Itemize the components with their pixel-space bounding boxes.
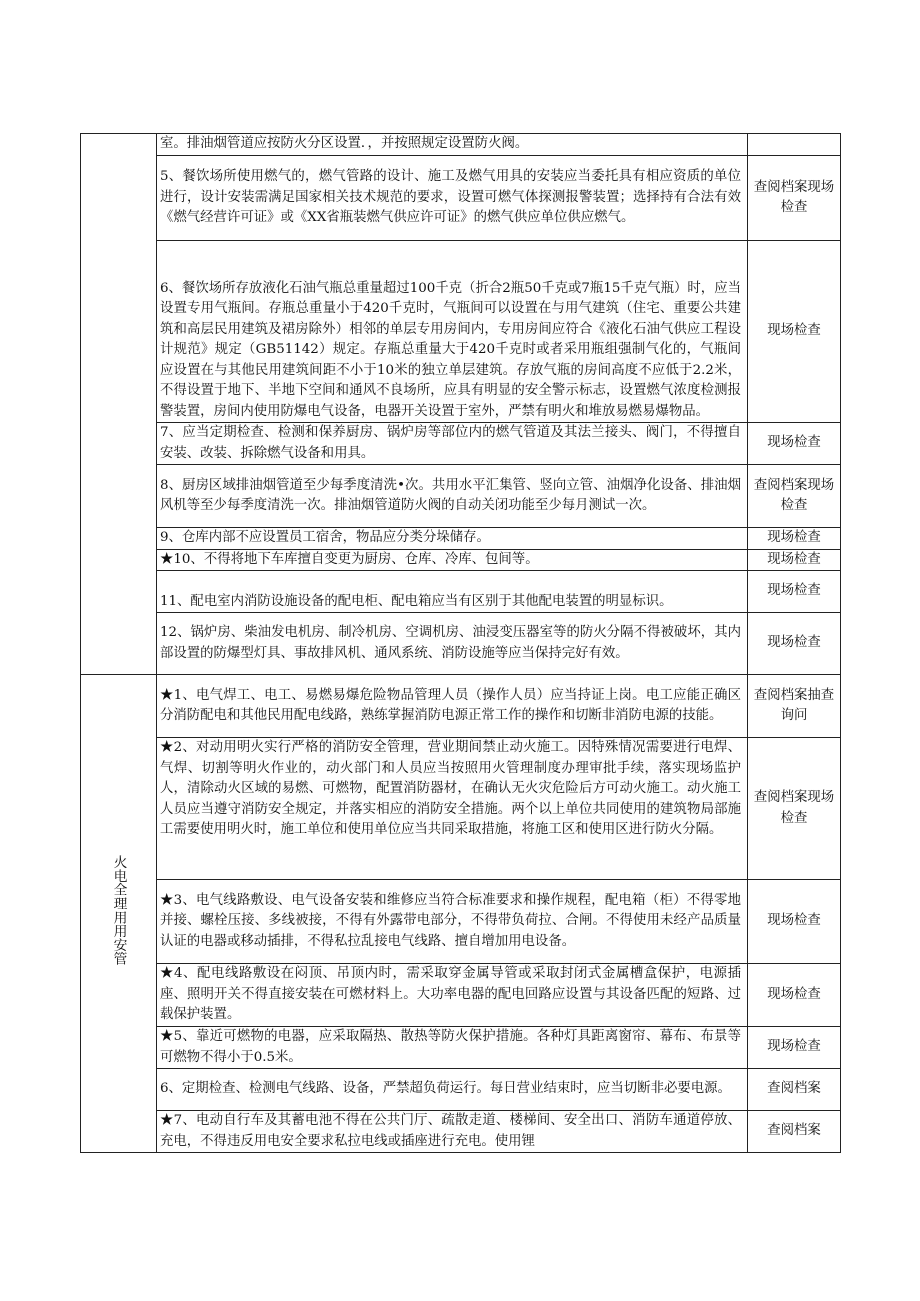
table-row [81, 134, 841, 156]
table-row [81, 465, 841, 528]
requirement-text: 6、餐饮场所存放液化石油气瓶总重量超过100千克（折合2瓶50千克或7瓶15千克气瓶）时，应当设置专用气瓶间。存瓶总重量小于420千克时，气瓶间可以设置在与用气建筑（住宅、重要公共建筑和高层民用建筑及裙房除外）相邻的单层专用房间内，专用房间应符合《液化石油气供应工程设计规范》规定（GB51142）规定。存瓶总重量大于420千克时或者采用瓶组强制气化的，气瓶间应设置在与其他民用建筑间距不小于10米的独立单层建筑。存放气瓶的房间高度不应低于2.2米，不得设置于地下、半地下空间和通风不良场所，应具有明显的安全警示标志，设置燃气浓度检测报警装置，房间内使用防爆电气设备，电器开关设置于室外，严禁有明火和堆放易燃易爆物品。 [157, 241, 748, 423]
check-method: 查阅档案抽查询问 [748, 675, 841, 738]
table-row [81, 964, 841, 1027]
table-row [81, 156, 841, 241]
table-row [81, 1111, 841, 1153]
check-method: 现场检查 [748, 613, 841, 675]
table-row [81, 549, 841, 571]
check-method [748, 134, 841, 156]
requirement-text: ★1、电气焊工、电工、易燃易爆危险物品管理人员（操作人员）应当持证上岗。电工应能正确区分消防配电和其他民用配电线路，熟练掌握消防电源正常工作的操作和切断非消防电源的技能。 [157, 675, 748, 738]
table-row [81, 571, 841, 613]
requirement-text: ★5、靠近可燃物的电器，应采取隔热、散热等防火保护措施。各种灯具距离窗帘、幕布、布景等可燃物不得小于0.5米。 [157, 1027, 748, 1069]
requirement-text: ★3、电气线路敷设、电气设备安装和维修应当符合标准要求和操作规程，配电箱（柜）不得零地并接、螺栓压接、多线被接，不得有外露带电部分，不得带负荷拉、合闸。不得使用未经产品质量认证的电器或移动插排，不得私拉乱接电气线路、擅自增加用电设备。 [157, 880, 748, 964]
check-method: 查阅档案 [748, 1069, 841, 1111]
check-method: 现场检查 [748, 880, 841, 964]
table-row [81, 675, 841, 738]
table-row [81, 613, 841, 675]
category-label: 火电全理用用安管 [110, 854, 127, 965]
check-method: 现场检查 [748, 571, 841, 613]
requirement-text: ★4、配电线路敷设在闷顶、吊顶内时，需采取穿金属导管或采取封闭式金属槽盒保护，电源插座、照明开关不得直接安装在可燃材料上。大功率电器的配电回路应设置与其设备匹配的短路、过载保护装置。 [157, 964, 748, 1027]
check-method: 现场检查 [748, 964, 841, 1027]
requirement-text: 室。排油烟管道应按防火分区设置．，并按照规定设置防火阀。 [157, 134, 748, 156]
check-method: 查阅档案现场检查 [748, 465, 841, 528]
check-method: 现场检查 [748, 549, 841, 571]
requirement-text: ★7、电动自行车及其蓄电池不得在公共门厅、疏散走道、楼梯间、安全出口、消防车通道停放、充电，不得违反用电安全要求私拉电线或插座进行充电。使用锂 [157, 1111, 748, 1153]
check-method: 查阅档案现场检查 [748, 156, 841, 241]
table-row [81, 1069, 841, 1111]
table-row [81, 241, 841, 423]
check-method: 现场检查 [748, 1027, 841, 1069]
category-cell-2 [81, 675, 157, 1153]
table-row [81, 1027, 841, 1069]
requirement-text: ★10、不得将地下车库擅自变更为厨房、仓库、冷库、包间等。 [157, 549, 748, 571]
requirement-text: 6、定期检查、检测电气线路、设备，严禁超负荷运行。每日营业结束时，应当切断非必要电源。 [157, 1069, 748, 1111]
requirement-text: 8、厨房区域排油烟管道至少每季度清洗•次。共用水平汇集管、竖向立管、油烟净化设备、排油烟风机等至少每季度清洗一次。排油烟管道防火阀的自动关闭功能至少每月测试一次。 [157, 465, 748, 528]
table-row [81, 738, 841, 880]
requirement-text: 9、仓库内部不应设置员工宿舍，物品应分类分垛储存。 [157, 528, 748, 550]
table-row [81, 880, 841, 964]
requirement-text: 5、餐饮场所使用燃气的，燃气管路的设计、施工及燃气用具的安装应当委托具有相应资质的单位进行，设计安装需满足国家相关技术规范的要求，设置可燃气体探测报警装置；选择持有合法有效《燃气经营许可证》或《XX省瓶装燃气供应许可证》的燃气供应单位供应燃气。 [157, 156, 748, 241]
requirement-text: 7、应当定期检查、检测和保养厨房、锅炉房等部位内的燃气管道及其法兰接头、阀门，不得擅自安装、改装、拆除燃气设备和用具。 [157, 423, 748, 465]
table-row [81, 528, 841, 550]
requirement-text: 11、配电室内消防设施设备的配电柜、配电箱应当有区别于其他配电装置的明显标识。 [157, 571, 748, 613]
table-row [81, 423, 841, 465]
check-method: 查阅档案现场检查 [748, 738, 841, 880]
inspection-table [80, 133, 841, 1153]
check-method: 现场检查 [748, 528, 841, 550]
check-method: 查阅档案 [748, 1111, 841, 1153]
check-method: 现场检查 [748, 423, 841, 465]
check-method: 现场检查 [748, 241, 841, 423]
requirement-text: ★2、对动用明火实行严格的消防安全管理，营业期间禁止动火施工。因特殊情况需要进行电焊、气焊、切割等明火作业的，动火部门和人员应当按照用火管理制度办理审批手续，落实现场监护人，清除动火区域的易燃、可燃物，配置消防器材，在确认无火灾危险后方可动火施工。动火施工人员应当遵守消防安全规定，并落实相应的消防安全措施。两个以上单位共同使用的建筑物局部施工需要使用明火时，施工单位和使用单位应当共同采取措施，将施工区和使用区进行防火分隔。 [157, 738, 748, 880]
category-cell-1 [81, 134, 157, 675]
requirement-text: 12、锅炉房、柴油发电机房、制冷机房、空调机房、油浸变压器室等的防火分隔不得被破坏，其内部设置的防爆型灯具、事故排风机、通风系统、消防设施等应当保持完好有效。 [157, 613, 748, 675]
